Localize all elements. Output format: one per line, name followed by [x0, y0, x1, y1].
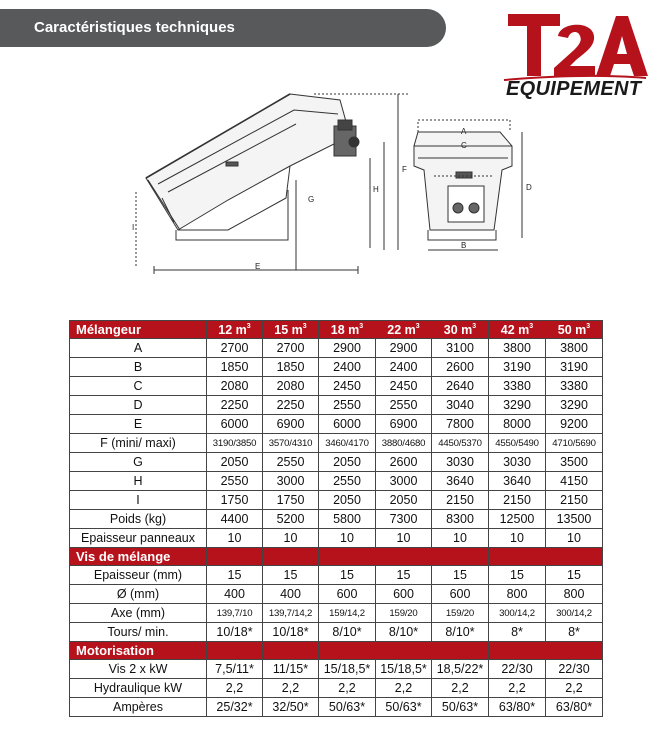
section-title: Motorisation	[70, 642, 207, 660]
section-header-blank	[489, 642, 546, 660]
table-cell: 15	[207, 566, 263, 585]
table-row	[70, 679, 603, 698]
volume-label: 18 m	[330, 322, 360, 337]
table-cell: 9200	[546, 415, 603, 434]
table-cell: 8300	[432, 510, 489, 529]
section-header-blank	[319, 642, 376, 660]
section-title: Vis de mélange	[70, 548, 207, 566]
table-cell: 10	[319, 529, 376, 548]
row-label: Vis 2 x kW	[70, 660, 207, 679]
table-row	[70, 453, 603, 472]
table-cell: 3500	[546, 453, 603, 472]
table-cell: 6000	[207, 415, 263, 434]
table-cell: 600	[432, 585, 489, 604]
row-label: G	[70, 453, 207, 472]
volume-label: 50 m	[557, 322, 587, 337]
table-cell: 400	[263, 585, 319, 604]
table-row	[70, 604, 603, 623]
volume-header	[432, 321, 489, 339]
table-cell: 4150	[546, 472, 603, 491]
table-row	[70, 396, 603, 415]
table-row	[70, 510, 603, 529]
table-cell: 6900	[263, 415, 319, 434]
table-cell: 10	[432, 529, 489, 548]
table-cell: 2050	[319, 491, 376, 510]
table-cell: 2,2	[489, 679, 546, 698]
dim-label-d: D	[526, 183, 532, 192]
table-cell: 3190/3850	[207, 434, 263, 453]
table-cell: 800	[546, 585, 603, 604]
dim-label-b: B	[461, 241, 467, 250]
table-cell: 6900	[376, 415, 432, 434]
table-row	[70, 698, 603, 717]
section-header-blank	[546, 548, 603, 566]
dim-label-i: I	[132, 223, 135, 232]
table-cell: 15	[376, 566, 432, 585]
section-header-blank	[263, 548, 319, 566]
table-cell: 3000	[263, 472, 319, 491]
row-label: C	[70, 377, 207, 396]
table-cell: 3030	[432, 453, 489, 472]
dim-label-g: G	[308, 195, 315, 204]
table-cell: 3880/4680	[376, 434, 432, 453]
row-label: Ampères	[70, 698, 207, 717]
table-cell: 3800	[489, 339, 546, 358]
table-cell: 15	[546, 566, 603, 585]
table-cell: 15	[489, 566, 546, 585]
table-cell: 10/18*	[207, 623, 263, 642]
table-cell: 2550	[263, 453, 319, 472]
table-cell: 600	[319, 585, 376, 604]
dim-label-a: A	[461, 127, 467, 136]
table-row	[70, 358, 603, 377]
volume-label: 22 m	[387, 322, 416, 337]
volume-unit-exponent: 3	[246, 322, 251, 330]
table-row	[70, 660, 603, 679]
table-cell: 2550	[319, 472, 376, 491]
table-cell: 15	[263, 566, 319, 585]
volume-unit-exponent: 3	[359, 322, 364, 330]
volume-header	[319, 321, 376, 339]
table-cell: 2250	[207, 396, 263, 415]
table-cell: 3290	[489, 396, 546, 415]
table-cell: 400	[207, 585, 263, 604]
table-cell: 4550/5490	[489, 434, 546, 453]
table-cell: 2550	[376, 396, 432, 415]
table-cell: 2050	[376, 491, 432, 510]
table-cell: 5800	[319, 510, 376, 529]
table-cell: 2700	[207, 339, 263, 358]
table-cell: 3460/4170	[319, 434, 376, 453]
table-cell: 159/20	[432, 604, 489, 623]
table-cell: 5200	[263, 510, 319, 529]
table-cell: 2050	[319, 453, 376, 472]
volume-unit-exponent: 3	[302, 322, 307, 330]
table-cell: 2150	[432, 491, 489, 510]
section-header-blank	[432, 642, 489, 660]
table-cell: 2400	[376, 358, 432, 377]
volume-label: 42 m	[500, 322, 530, 337]
row-label: B	[70, 358, 207, 377]
volume-header	[207, 321, 263, 339]
section-header-blank	[376, 548, 432, 566]
table-cell: 10	[207, 529, 263, 548]
volume-label: 12 m	[218, 322, 247, 337]
table-cell: 2600	[376, 453, 432, 472]
table-cell: 2900	[319, 339, 376, 358]
table-cell: 3380	[489, 377, 546, 396]
volume-header	[263, 321, 319, 339]
table-cell: 2550	[319, 396, 376, 415]
table-row	[70, 529, 603, 548]
table-cell: 10	[546, 529, 603, 548]
table-cell: 2900	[376, 339, 432, 358]
table-cell: 2050	[207, 453, 263, 472]
table-cell: 2450	[376, 377, 432, 396]
dim-label-e: E	[255, 262, 261, 271]
volume-unit-exponent: 3	[472, 322, 477, 330]
table-cell: 50/63*	[319, 698, 376, 717]
header-bar	[0, 9, 446, 47]
section-header-blank	[207, 642, 263, 660]
table-cell: 3000	[376, 472, 432, 491]
row-label: F (mini/ maxi)	[70, 434, 207, 453]
table-cell: 2550	[207, 472, 263, 491]
table-row	[70, 472, 603, 491]
section-header-melangeur	[70, 321, 603, 339]
table-row	[70, 434, 603, 453]
table-cell: 4400	[207, 510, 263, 529]
table-cell: 3640	[489, 472, 546, 491]
section-header-blank	[319, 548, 376, 566]
table-cell: 2,2	[376, 679, 432, 698]
section-header-vis	[70, 548, 603, 566]
table-cell: 800	[489, 585, 546, 604]
table-cell: 2080	[263, 377, 319, 396]
section-title: Mélangeur	[70, 321, 207, 339]
table-cell: 1850	[207, 358, 263, 377]
table-cell: 2,2	[546, 679, 603, 698]
section-header-blank	[263, 642, 319, 660]
table-cell: 300/14,2	[489, 604, 546, 623]
row-label: Axe (mm)	[70, 604, 207, 623]
row-label: Tours/ min.	[70, 623, 207, 642]
table-cell: 3190	[489, 358, 546, 377]
volume-header	[489, 321, 546, 339]
table-cell: 8*	[489, 623, 546, 642]
table-cell: 63/80*	[489, 698, 546, 717]
table-cell: 1750	[263, 491, 319, 510]
mixer-technical-drawing	[118, 80, 548, 290]
table-cell: 3380	[546, 377, 603, 396]
table-cell: 159/14,2	[319, 604, 376, 623]
table-cell: 2640	[432, 377, 489, 396]
table-cell: 2150	[489, 491, 546, 510]
row-label: H	[70, 472, 207, 491]
row-label: Hydraulique kW	[70, 679, 207, 698]
table-cell: 1750	[207, 491, 263, 510]
row-label: D	[70, 396, 207, 415]
table-cell: 10	[489, 529, 546, 548]
table-cell: 4710/5690	[546, 434, 603, 453]
table-cell: 2600	[432, 358, 489, 377]
table-row	[70, 491, 603, 510]
table-cell: 2080	[207, 377, 263, 396]
dim-label-f: F	[402, 165, 407, 174]
volume-unit-exponent: 3	[529, 322, 534, 330]
volume-header	[376, 321, 432, 339]
table-cell: 7800	[432, 415, 489, 434]
table-cell: 10	[376, 529, 432, 548]
table-cell: 13500	[546, 510, 603, 529]
specs-table	[69, 320, 603, 717]
volume-label: 30 m	[443, 322, 473, 337]
logo-subtitle: EQUIPEMENT	[506, 78, 642, 100]
table-cell: 10	[263, 529, 319, 548]
table-cell: 139,7/14,2	[263, 604, 319, 623]
table-cell: 22/30	[546, 660, 603, 679]
table-cell: 15/18,5*	[376, 660, 432, 679]
table-cell: 3570/4310	[263, 434, 319, 453]
table-cell: 159/20	[376, 604, 432, 623]
table-cell: 8000	[489, 415, 546, 434]
dim-label-h: H	[373, 185, 379, 194]
table-cell: 11/15*	[263, 660, 319, 679]
table-cell: 8*	[546, 623, 603, 642]
table-cell: 50/63*	[432, 698, 489, 717]
table-row	[70, 339, 603, 358]
table-cell: 2,2	[432, 679, 489, 698]
row-label: A	[70, 339, 207, 358]
section-header-motorisation	[70, 642, 603, 660]
table-row	[70, 377, 603, 396]
table-cell: 15	[432, 566, 489, 585]
table-cell: 8/10*	[376, 623, 432, 642]
table-cell: 63/80*	[546, 698, 603, 717]
table-cell: 3800	[546, 339, 603, 358]
table-cell: 2,2	[263, 679, 319, 698]
table-cell: 22/30	[489, 660, 546, 679]
table-cell: 15	[319, 566, 376, 585]
table-cell: 50/63*	[376, 698, 432, 717]
page-title: Caractéristiques techniques	[34, 19, 235, 36]
table-row	[70, 623, 603, 642]
table-row	[70, 585, 603, 604]
row-label: I	[70, 491, 207, 510]
table-cell: 8/10*	[319, 623, 376, 642]
table-cell: 2,2	[207, 679, 263, 698]
table-cell: 15/18,5*	[319, 660, 376, 679]
section-header-blank	[546, 642, 603, 660]
table-row	[70, 566, 603, 585]
volume-header	[546, 321, 603, 339]
table-cell: 600	[376, 585, 432, 604]
dim-label-c: C	[461, 141, 467, 150]
table-cell: 32/50*	[263, 698, 319, 717]
volume-unit-exponent: 3	[586, 322, 591, 330]
table-cell: 3040	[432, 396, 489, 415]
table-cell: 6000	[319, 415, 376, 434]
section-header-blank	[207, 548, 263, 566]
table-cell: 8/10*	[432, 623, 489, 642]
table-cell: 3640	[432, 472, 489, 491]
section-header-blank	[432, 548, 489, 566]
table-cell: 1850	[263, 358, 319, 377]
row-label: Epaisseur (mm)	[70, 566, 207, 585]
table-cell: 2400	[319, 358, 376, 377]
table-cell: 2700	[263, 339, 319, 358]
row-label: E	[70, 415, 207, 434]
table-cell: 12500	[489, 510, 546, 529]
table-cell: 4450/5370	[432, 434, 489, 453]
table-cell: 10/18*	[263, 623, 319, 642]
table-cell: 3100	[432, 339, 489, 358]
table-cell: 3030	[489, 453, 546, 472]
volume-unit-exponent: 3	[415, 322, 420, 330]
table-cell: 300/14,2	[546, 604, 603, 623]
section-header-blank	[376, 642, 432, 660]
table-cell: 2450	[319, 377, 376, 396]
row-label: Epaisseur panneaux	[70, 529, 207, 548]
row-label: Poids (kg)	[70, 510, 207, 529]
table-cell: 139,7/10	[207, 604, 263, 623]
table-cell: 3290	[546, 396, 603, 415]
table-cell: 2250	[263, 396, 319, 415]
table-cell: 2,2	[319, 679, 376, 698]
volume-label: 15 m	[274, 322, 303, 337]
section-header-blank	[489, 548, 546, 566]
table-cell: 25/32*	[207, 698, 263, 717]
table-cell: 7,5/11*	[207, 660, 263, 679]
table-cell: 3190	[546, 358, 603, 377]
table-cell: 7300	[376, 510, 432, 529]
table-row	[70, 415, 603, 434]
table-cell: 18,5/22*	[432, 660, 489, 679]
table-cell: 2150	[546, 491, 603, 510]
row-label: Ø (mm)	[70, 585, 207, 604]
